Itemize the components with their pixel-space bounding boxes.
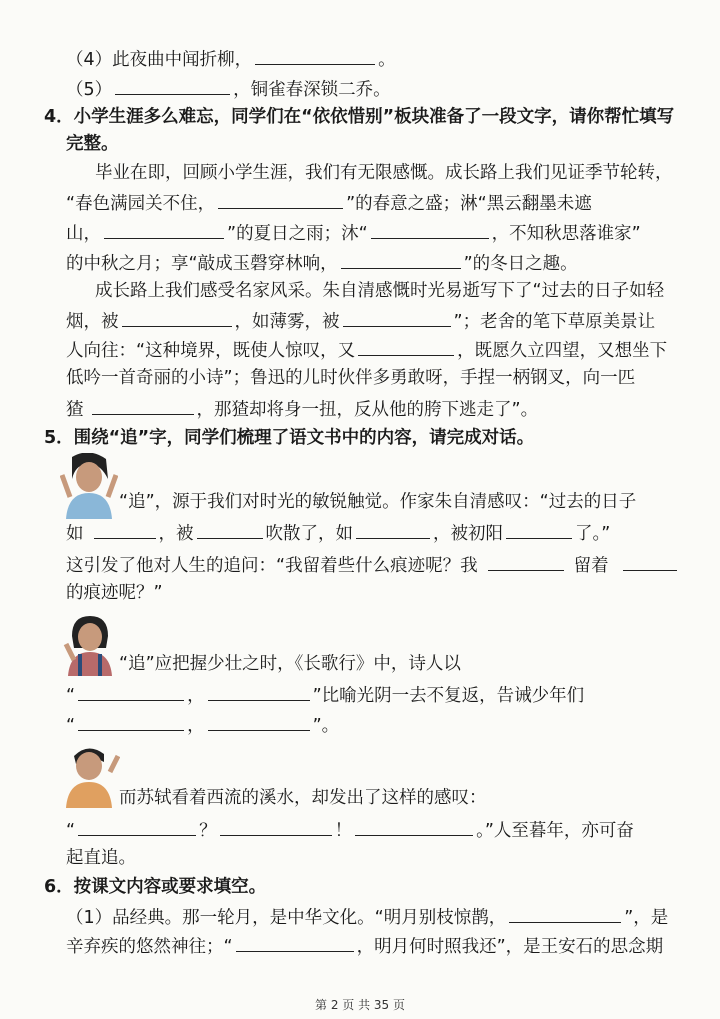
answer-blank[interactable] — [78, 713, 184, 731]
student-avatar-2 — [62, 614, 118, 676]
answer-blank[interactable] — [78, 818, 196, 836]
answer-blank[interactable] — [92, 397, 194, 415]
student-avatar-3 — [60, 742, 120, 808]
paragraph-line: 猹 ，那猹却将身一扭，反从他的胯下逃走了”。 — [66, 397, 538, 421]
answer-blank[interactable] — [104, 221, 224, 239]
paragraph-line: 人向往：“这种境界，既使人惊叹，又 ，既愿久立四望，又想坐下 — [66, 338, 667, 362]
answer-blank[interactable] — [208, 713, 310, 731]
question-4-title-cont: 完整。 — [66, 134, 119, 154]
answer-blank[interactable] — [115, 77, 230, 95]
answer-blank[interactable] — [218, 191, 343, 209]
answer-blank[interactable] — [356, 521, 430, 539]
answer-blank[interactable] — [78, 683, 184, 701]
answer-blank[interactable] — [341, 251, 461, 269]
dialogue-line: “ ， ”。 — [66, 713, 339, 737]
answer-blank[interactable] — [220, 818, 332, 836]
dialogue-line: 这引发了他对人生的追问：“我留着些什么痕迹呢？我 留着 — [66, 553, 680, 577]
dialogue-line: 而苏轼看着西流的溪水，却发出了这样的感叹： — [119, 788, 487, 808]
answer-blank[interactable] — [255, 47, 375, 65]
question-5-title: 5．围绕“追”字，同学们梳理了语文书中的内容，请完成对话。 — [44, 428, 535, 448]
student-avatar-1 — [60, 453, 118, 519]
item-line: 辛弃疾的悠然神往；“ ，明月何时照我还”，是王安石的思念期 — [66, 934, 663, 958]
dialogue-line: 的痕迹呢？” — [66, 583, 163, 603]
paragraph-line: 成长路上我们感受名家风采。朱自清感慨时光易逝写下了“过去的日子如轻 — [95, 281, 665, 301]
answer-blank[interactable] — [236, 934, 354, 952]
answer-blank[interactable] — [506, 521, 572, 539]
dialogue-line: 如 ，被 吹散了，如 ，被初阳 了。” — [66, 521, 610, 545]
page-footer: 第 2 页 共 35 页 — [315, 998, 405, 1012]
answer-blank[interactable] — [488, 553, 564, 571]
answer-blank[interactable] — [197, 521, 263, 539]
answer-blank[interactable] — [355, 818, 473, 836]
paragraph-line: 山， ”的夏日之雨；沐“ ，不知秋思落谁家” — [66, 221, 641, 245]
answer-blank[interactable] — [509, 905, 621, 923]
dialogue-line: 起直追。 — [66, 848, 136, 868]
paragraph-line: 低吟一首奇丽的小诗”；鲁迅的儿时伙伴多勇敢呀，手捏一柄钢叉，向一匹 — [66, 368, 636, 388]
answer-blank[interactable] — [208, 683, 310, 701]
q3-item-4: （4）此夜曲中闻折柳， 。 — [66, 47, 396, 71]
paragraph-line: 的中秋之月；享“敲成玉磬穿林响， ”的冬日之趣。 — [66, 251, 578, 275]
answer-blank[interactable] — [343, 309, 451, 327]
item-line: （1）品经典。那一轮月，是中华文化。“明月别枝惊鹊， ”，是 — [66, 905, 668, 929]
answer-blank[interactable] — [358, 338, 454, 356]
dialogue-line: “追”应把握少壮之时，《长歌行》中，诗人以 — [119, 654, 461, 674]
q3-item-5: （5） ，铜雀春深锁二乔。 — [66, 77, 391, 101]
paragraph-line: 毕业在即，回顾小学生涯，我们有无限感慨。成长路上我们见证季节轮转， — [95, 163, 673, 183]
question-4-title: 4．小学生涯多么难忘，同学们在“依依惜别”板块准备了一段文字，请你帮忙填写 — [44, 107, 675, 127]
answer-blank[interactable] — [94, 521, 156, 539]
paragraph-line: 烟，被 ，如薄雾，被 ”；老舍的笔下草原美景让 — [66, 309, 655, 333]
answer-blank[interactable] — [371, 221, 489, 239]
paragraph-line: “春色满园关不住， ”的春意之盛；淋“黑云翻墨未遮 — [66, 191, 592, 215]
dialogue-line: “ ？ ！ 。”人至暮年，亦可奋 — [66, 818, 634, 842]
dialogue-line: “追”，源于我们对时光的敏锐触觉。作家朱自清感叹：“过去的日子 — [119, 492, 637, 512]
answer-blank[interactable] — [122, 309, 232, 327]
answer-blank[interactable] — [623, 553, 677, 571]
question-6-title: 6．按课文内容或要求填空。 — [44, 877, 267, 897]
dialogue-line: “ ， ”比喻光阴一去不复返，告诫少年们 — [66, 683, 584, 707]
